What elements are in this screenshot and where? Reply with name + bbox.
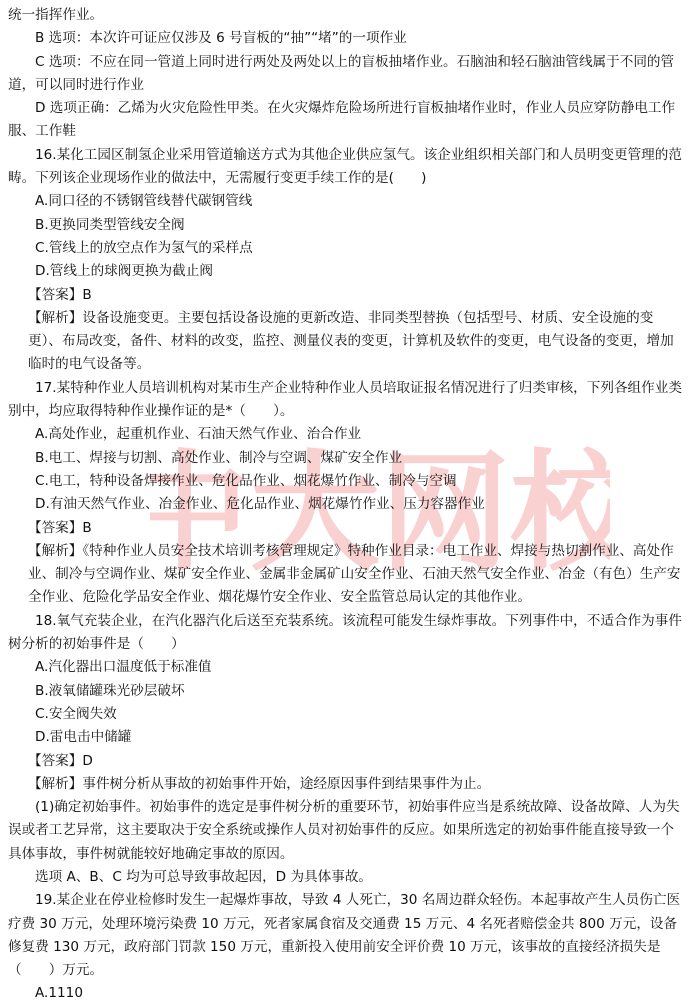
text-line: 【答案】B [28, 519, 92, 536]
text-line: 【答案】B [28, 286, 92, 303]
text-line: A.1110 [35, 985, 83, 1002]
text-line: A.高处作业，起重机作业、石油天然气作业、治合作业 [35, 426, 362, 443]
text-line: D.雷电击中储罐 [35, 729, 132, 746]
text-line: C.安全阀失效 [35, 705, 117, 722]
text-line: A.汽化器出口温度低于标准值 [35, 659, 212, 676]
text-line: 18.氧气充装企业，在汽化器汽化后送至充装系统。该流程可能发生绿炸事故。下列事件中，不适合作为事件树分析的初始事件是（ ） [8, 612, 682, 653]
text-line: D 选项正确：乙烯为火灾危险性甲类。在火灾爆炸危险场所进行盲板抽堵作业时，作业人员应穿防静电工作服、工作鞋 [8, 100, 676, 140]
text-line: (1)确定初始事件。初始事件的选定是事件树分析的重要环节，初始事件应当是系统故障、设备故障、人为失误或者工艺异常，这主要取决于安全系统或操作人员对初始事件的反应。如果所选定的初始事件能直接导致一个具体事故，事件树就能较好地确定事故的原因。 [8, 799, 680, 862]
text-line: B.更换同类型管线安全阀 [35, 216, 185, 233]
text-line: 选项 A、B、C 均为可总导致事故起因，D 为具体事故。 [35, 868, 373, 885]
text-line: 统一指挥作业。 [8, 7, 104, 23]
text-line: 19.某企业在停业检修时发生一起爆炸事故，导致 4 人死亡，30 名周边群众轻伤。本起事故产生人员伤亡医疗费 30 万元，处理环境污染费 10 万元，死者家属食宿及交通费 15 万元、4 名死者赔偿金共 800 万元，设备修复费 130 万元，政府部门罚款 150 万元，重新投入使用前安全评价费 10 万元，该事故的直接经济损失是（ ）万元。 [8, 892, 681, 979]
text-line: D.管线上的球阀更换为截止阀 [35, 263, 213, 280]
text-line: 【答案】D [28, 752, 93, 769]
text-line: B 选项：本次许可证应仅涉及 6 号盲板的“抽”“堵”的一项作业 [35, 30, 407, 47]
text-line: B.液氧储罐珠光砂层破坏 [35, 682, 185, 699]
text-line: 【解析】设备设施变更。主要包括设备设施的更新改造、非同类型替换（包括型号、材质、安全设施的变更）、布局改变，备件、材料的改变，监控、测量仪表的变更，计算机及软件的变更，电气设备的变更，增加临时的电气设备等。 [28, 309, 674, 373]
text-line: A.同口径的不锈钢管线替代碳钢管线 [35, 193, 253, 210]
document-content [8, 4, 686, 1006]
text-line: D.有油天然气作业、冶金作业、危化品作业、烟花爆竹作业、压力容器作业 [35, 496, 485, 513]
text-line: B.电工、焊接与切割、高处作业、制冷与空调、煤矿安全作业 [35, 449, 403, 466]
text-line: 16.某化工园区制氢企业采用管道输送方式为其他企业供应氢气。该企业组织相关部门和人员明变更管理的范畴。下列该企业现场作业的做法中，无需履行变更手续工作的是( ) [8, 146, 682, 187]
svg-text:中大网校: 中大网校 [150, 437, 610, 589]
text-line: 【解析】事件树分析从事故的初始事件开始，途经原因事件到结果事件为止。 [28, 775, 491, 792]
text-line: 【解析】《特种作业人员安全技术培训考核管理规定》特种作业目录：电工作业、焊接与热切割作业、高处作业、制冷与空调作业、煤矿安全作业、金属非金属矿山安全作业、石油天然气安全作业、冶金（有色）生产安全作业、危险化学品安全作业、烟花爆竹安全作业、安全监管总局认定的其他作业。 [28, 542, 681, 606]
text-line: 17.某特种作业人员培训机构对某市生产企业特种作业人员培取证报名情况进行了归类审核，下列各组作业类别中，均应取得特种作业操作证的是*（ ）。 [8, 379, 682, 420]
text-line: C 选项：不应在同一管道上同时进行两处及两处以上的盲板抽堵作业。石脑油和轻石脑油管线属于不同的管道，可以同时进行作业 [8, 53, 675, 93]
text-line: C.电工，特种设备焊接作业、危化品作业、烟花爆竹作业、制冷与空调 [35, 472, 457, 489]
text-line: C.管线上的放空点作为氢气的采样点 [35, 239, 253, 256]
